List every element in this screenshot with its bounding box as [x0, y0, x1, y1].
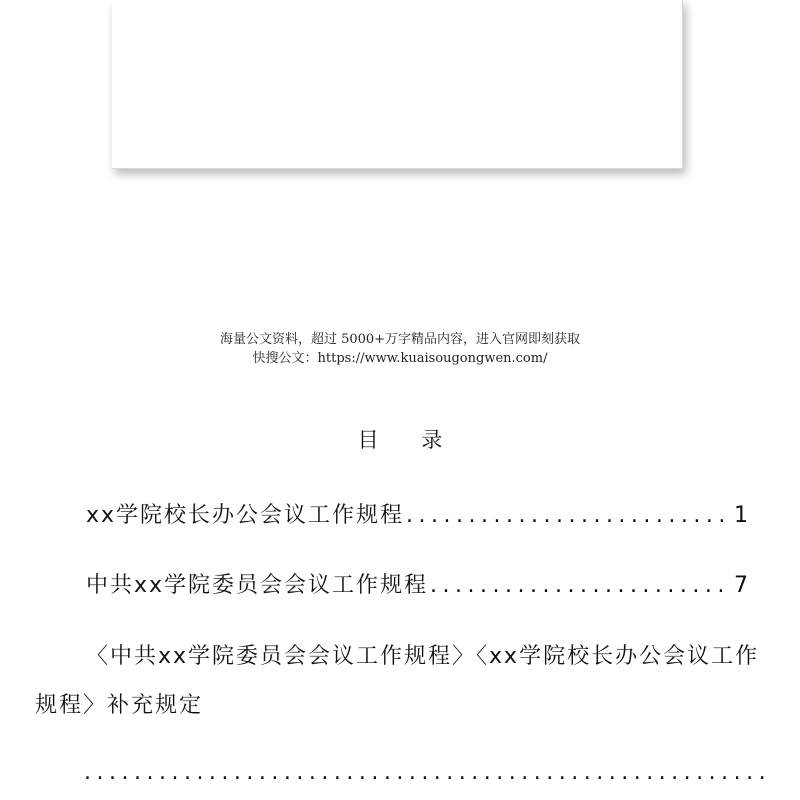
promo-website: 快搜公文：https://www.kuaisougongwen.com/ — [252, 351, 548, 366]
promo-text: 海量公文资料，超过 5000+万字精品内容，进入官网即刻获取 — [219, 332, 581, 347]
toc-entry-label: xx学院校长办公会议工作规程 — [86, 503, 405, 528]
toc-title: 目 录 — [357, 428, 461, 452]
toc-leader-dots — [430, 573, 728, 598]
toc-entry-page: 1 — [734, 503, 748, 528]
toc-entry-label-continued[interactable]: 规程〉补充规定 — [35, 693, 204, 718]
document-page-preview — [112, 0, 683, 169]
toc-entry-label: 中共xx学院委员会会议工作规程 — [86, 573, 429, 598]
toc-entry-page: 7 — [734, 573, 748, 598]
toc-entry-label[interactable]: 〈中共xx学院委员会会议工作规程〉〈xx学院校长办公会议工作 — [86, 644, 760, 669]
toc-leader-dots — [84, 760, 764, 785]
toc-leader-dots — [406, 503, 728, 528]
toc-entry[interactable] — [86, 498, 748, 529]
toc-entry[interactable] — [86, 568, 748, 599]
